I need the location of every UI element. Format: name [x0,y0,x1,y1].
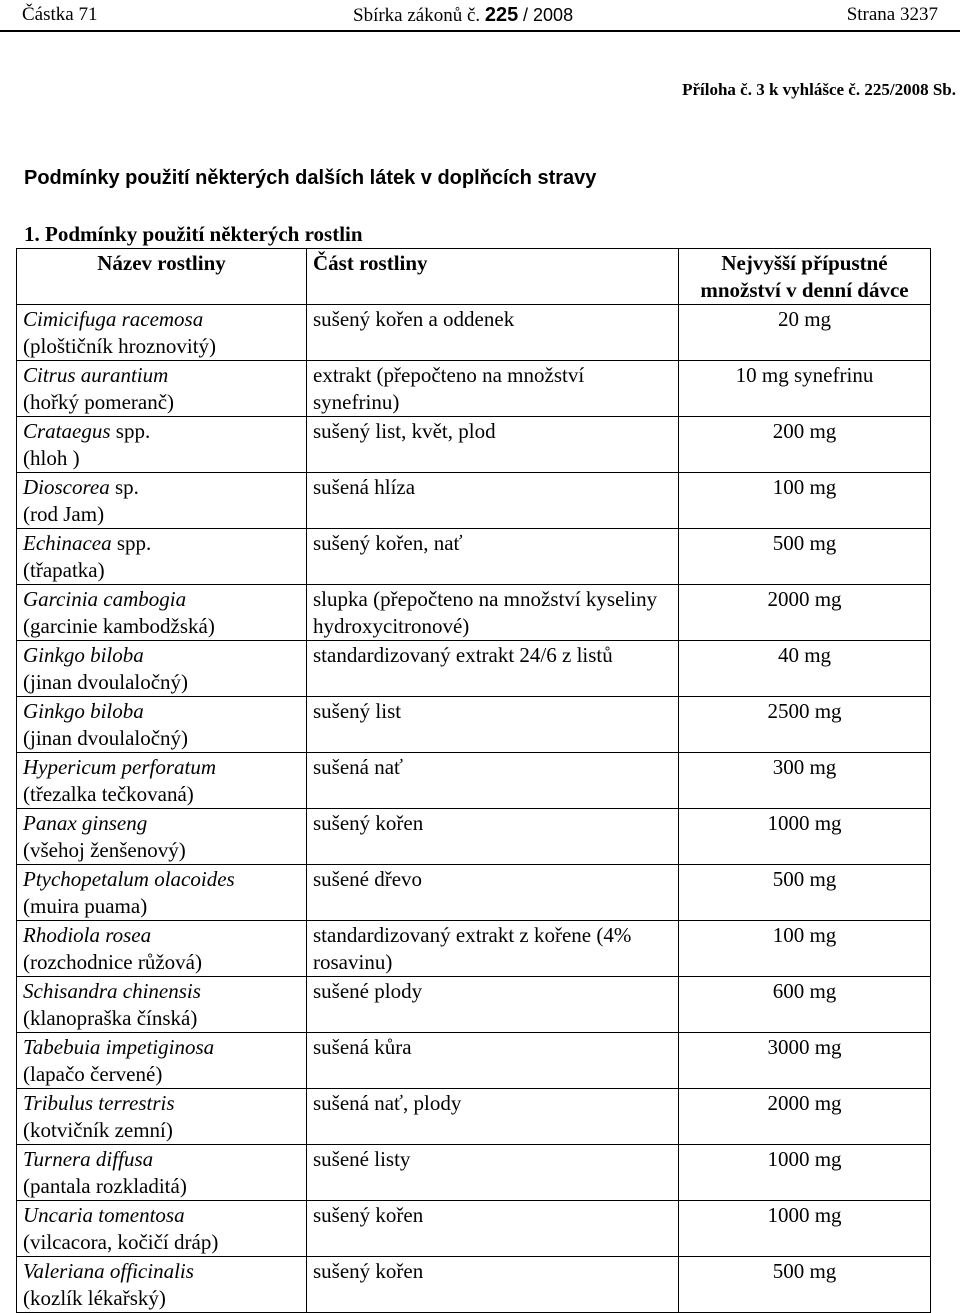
common-name: (rozchodnice růžová) [23,950,202,974]
plant-part-cell: sušená nať, plody [307,1089,679,1145]
latin-name: Ptychopetalum olacoides [23,867,235,891]
latin-suffix: spp. [110,419,151,443]
max-amount-cell: 1000 mg [679,809,931,865]
common-name: (všehoj ženšenový) [23,838,186,862]
plant-name-cell [17,1257,307,1313]
table-row [17,305,931,361]
max-amount-cell: 2500 mg [679,697,931,753]
common-name: (vilcacora, kočičí dráp) [23,1230,219,1254]
table-row [17,1145,931,1201]
plant-name-cell [17,585,307,641]
plant-name-cell [17,361,307,417]
common-name: (ploštičník hroznovitý) [23,334,217,358]
plant-part-cell: standardizovaný extrakt z kořene (4% rosavinu) [307,921,679,977]
collection-prefix: Sbírka zákonů č. [353,5,481,26]
max-amount-cell: 500 mg [679,865,931,921]
document-title: Podmínky použití některých dalších látek v doplňcích stravy [24,167,597,189]
latin-name: Ginkgo biloba [23,643,144,667]
max-amount-cell: 100 mg [679,473,931,529]
plant-part-cell: sušené dřevo [307,865,679,921]
plant-name-cell [17,1033,307,1089]
plant-part-cell: slupka (přepočteno na množství kyseliny hydroxycitronové) [307,585,679,641]
plant-part-cell: sušené plody [307,977,679,1033]
plant-part-cell: sušená kůra [307,1033,679,1089]
table-row [17,977,931,1033]
plant-name-cell [17,977,307,1033]
table-header-row [17,249,931,305]
plant-name-cell [17,1145,307,1201]
max-amount-cell: 500 mg [679,529,931,585]
table-row [17,585,931,641]
common-name: (pantala rozkladitá) [23,1174,187,1198]
common-name: (kotvičník zemní) [23,1118,173,1142]
table-row [17,1033,931,1089]
header-plant-part: Část rostliny [307,249,679,305]
table-row [17,641,931,697]
common-name: (kozlík lékařský) [23,1286,166,1310]
plants-table [16,248,931,1313]
latin-name: Tribulus terrestris [23,1091,175,1115]
page-header [0,0,960,32]
collection-year: / 2008 [523,5,574,25]
plant-name-cell [17,865,307,921]
max-amount-cell: 200 mg [679,417,931,473]
plant-name-cell [17,1089,307,1145]
table-row [17,361,931,417]
latin-name: Schisandra chinensis [23,979,201,1003]
plant-name-cell [17,697,307,753]
plant-part-cell: sušený kořen [307,1257,679,1313]
latin-name: Uncaria tomentosa [23,1203,185,1227]
common-name: (jinan dvoulaločný) [23,670,189,694]
latin-name: Ginkgo biloba [23,699,144,723]
page-number: Strana 3237 [846,4,938,25]
latin-name: Tabebuia impetiginosa [23,1035,215,1059]
latin-suffix: spp. [111,531,152,555]
table-row [17,529,931,585]
plant-part-cell: sušený kořen a oddenek [307,305,679,361]
header-max-amount: Nejvyšší přípustné množství v denní dávce [679,249,931,305]
plant-part-cell: extrakt (přepočteno na množství synefrinu) [307,361,679,417]
latin-name: Dioscorea [23,475,110,499]
plant-name-cell [17,473,307,529]
table-row [17,753,931,809]
table-row [17,697,931,753]
common-name: (rod Jam) [23,502,105,526]
common-name: (třezalka tečkovaná) [23,782,194,806]
max-amount-cell: 40 mg [679,641,931,697]
max-amount-cell: 500 mg [679,1257,931,1313]
plant-name-cell [17,305,307,361]
common-name: (garcinie kambodžská) [23,614,215,638]
max-amount-cell: 600 mg [679,977,931,1033]
table-body [17,305,931,1313]
table-row [17,921,931,977]
max-amount-cell: 1000 mg [679,1145,931,1201]
common-name: (lapačo červené) [23,1062,163,1086]
section-title: 1. Podmínky použití některých rostlin [24,222,363,246]
table-row [17,1257,931,1313]
latin-name: Citrus aurantium [23,363,169,387]
plant-part-cell: sušený list [307,697,679,753]
max-amount-cell: 300 mg [679,753,931,809]
plant-name-cell [17,753,307,809]
plant-name-cell [17,809,307,865]
common-name: (hloh ) [23,446,80,470]
max-amount-cell: 1000 mg [679,1201,931,1257]
max-amount-cell: 20 mg [679,305,931,361]
max-amount-cell: 2000 mg [679,1089,931,1145]
common-name: (hořký pomeranč) [23,390,175,414]
latin-name: Valeriana officinalis [23,1259,194,1283]
plant-part-cell: sušená nať [307,753,679,809]
latin-name: Echinacea [23,531,112,555]
plant-name-cell [17,1201,307,1257]
issue-number: Částka 71 [22,4,98,25]
plant-part-cell: sušená hlíza [307,473,679,529]
common-name: (třapatka) [23,558,105,582]
table-row [17,473,931,529]
header-plant-name: Název rostliny [17,249,307,305]
collection-number: 225 [484,4,519,26]
max-amount-cell: 100 mg [679,921,931,977]
latin-name: Garcinia cambogia [23,587,187,611]
latin-suffix: sp. [109,475,139,499]
max-amount-cell: 3000 mg [679,1033,931,1089]
plant-part-cell: sušený kořen, nať [307,529,679,585]
latin-name: Crataegus [23,419,111,443]
plant-part-cell: sušený kořen [307,809,679,865]
table-row [17,1201,931,1257]
common-name: (klanopraška čínská) [23,1006,198,1030]
plant-part-cell: standardizovaný extrakt 24/6 z listů [307,641,679,697]
common-name: (jinan dvoulaločný) [23,726,189,750]
max-amount-cell: 2000 mg [679,585,931,641]
plant-name-cell [17,417,307,473]
latin-name: Turnera diffusa [23,1147,154,1171]
latin-name: Panax ginseng [23,811,148,835]
plant-part-cell: sušený kořen [307,1201,679,1257]
latin-name: Cimicifuga racemosa [23,307,204,331]
annex-label: Příloha č. 3 k vyhlášce č. 225/2008 Sb. [682,80,956,99]
plant-part-cell: sušené listy [307,1145,679,1201]
plant-name-cell [17,641,307,697]
max-amount-cell: 10 mg synefrinu [679,361,931,417]
table-row [17,1089,931,1145]
common-name: (muira puama) [23,894,148,918]
latin-name: Hypericum perforatum [23,755,217,779]
plant-part-cell: sušený list, květ, plod [307,417,679,473]
table-row [17,809,931,865]
collection-title [353,4,573,27]
table-row [17,865,931,921]
table-row [17,417,931,473]
plant-name-cell [17,921,307,977]
plant-name-cell [17,529,307,585]
latin-name: Rhodiola rosea [23,923,152,947]
